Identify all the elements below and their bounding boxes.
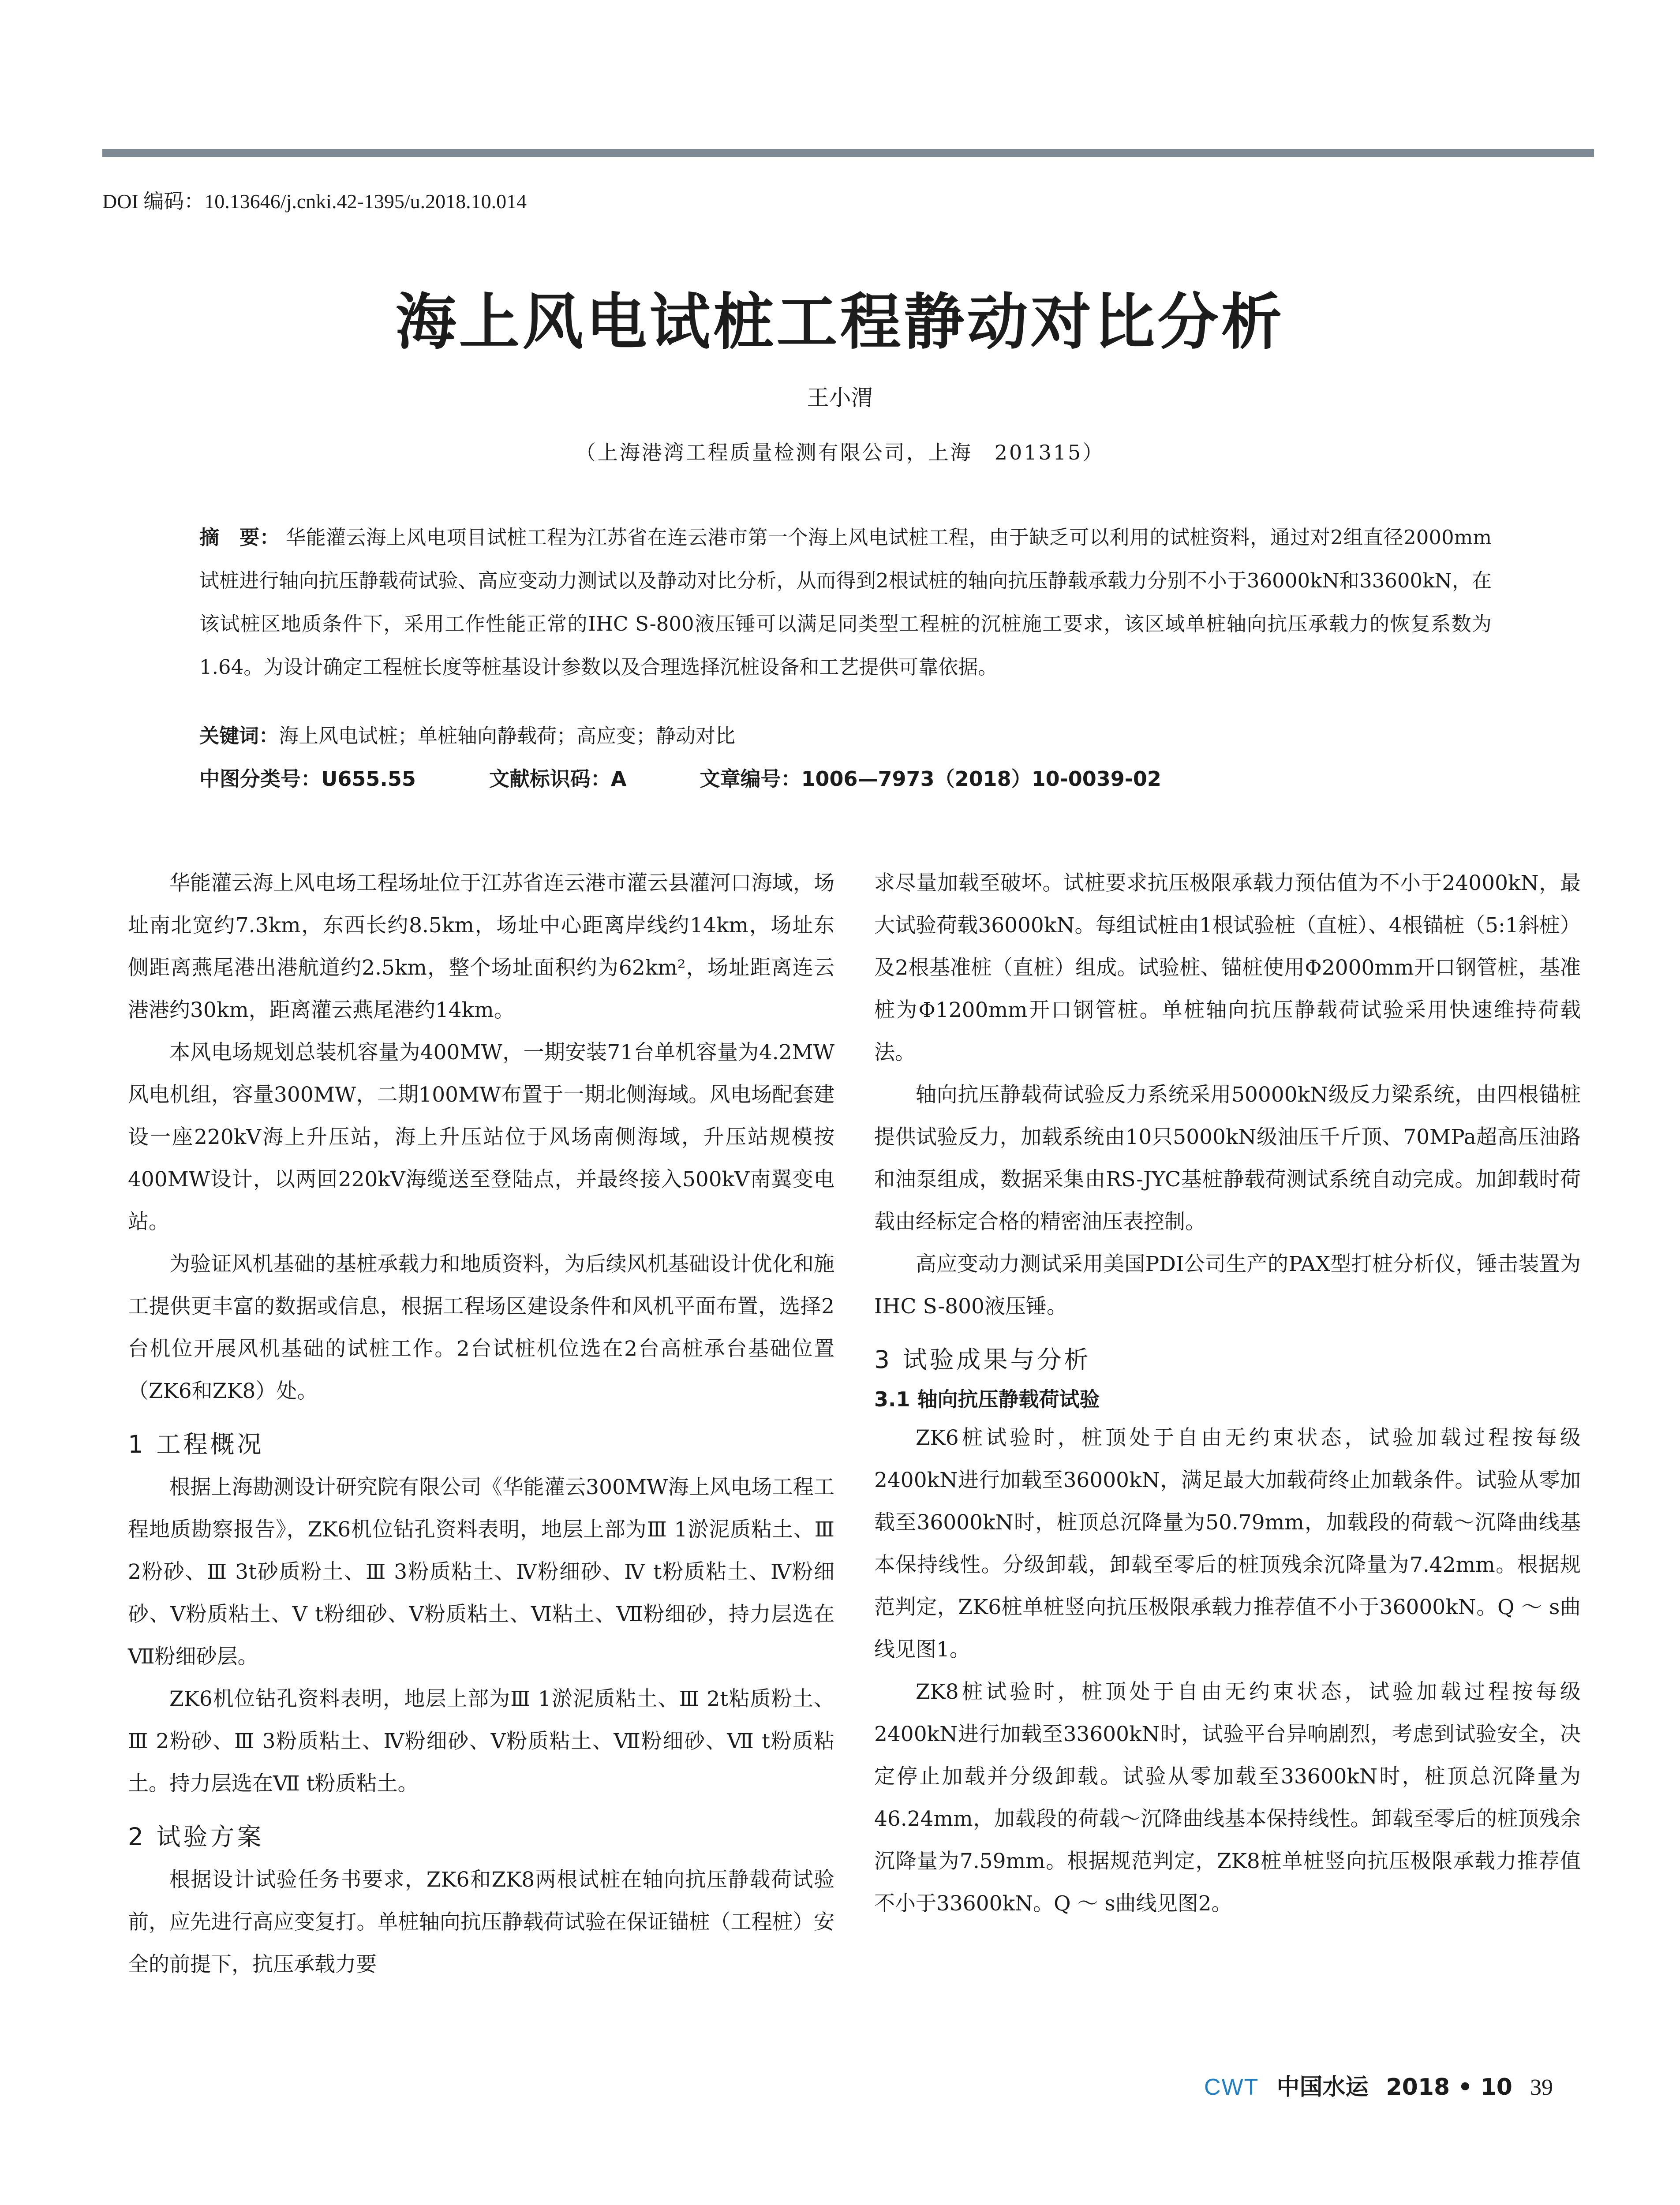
- doi-line: DOI 编码：10.13646/j.cnki.42-1395/u.2018.10.014: [102, 190, 527, 213]
- classification-row: [199, 763, 1227, 792]
- affiliation: （上海港湾工程质量检测有限公司，上海 201315）: [575, 441, 1105, 464]
- left-column: [128, 862, 834, 1986]
- abstract: [199, 516, 1492, 689]
- header-rule: [102, 149, 1594, 157]
- paragraph: 根据设计试验任务书要求，ZK6和ZK8两根试桩在轴向抗压静载荷试验前，应先进行高应变复打。单桩轴向抗压静载荷试验在保证锚桩（工程桩）安全的前提下，抗压承载力要: [128, 1868, 834, 1977]
- section-heading-1: 1 工程概况: [128, 1430, 264, 1458]
- journal-brand: CWT: [1204, 2074, 1259, 2100]
- article-number: 文章编号：1006—7973（2018）10-0039-02: [700, 767, 1161, 791]
- paragraph: 华能灌云海上风电场工程场址位于江苏省连云港市灌云县灌河口海域，场址南北宽约7.3km，东西长约8.5km，场址中心距离岸线约14km，场址东侧距离燕尾港出港航道约2.5km，整个场址面积约为62km²，场址距离连云港港约30km，距离灌云燕尾港约14km。: [128, 871, 834, 1022]
- page-number: 39: [1530, 2075, 1553, 2100]
- paragraph: 求尽量加载至破坏。试桩要求抗压极限承载力预估值为不小于24000kN，最大试验荷载36000kN。每组试桩由1根试验桩（直桩）、4根锚桩（5:1斜桩）及2根基准桩（直桩）组成。试验桩、锚桩使用Φ2000mm开口钢管桩，基准桩为Φ1200mm开口钢管桩。单桩轴向抗压静载荷试验采用快速维持荷载法。: [874, 871, 1581, 1065]
- paragraph: 根据上海勘测设计研究院有限公司《华能灌云300MW海上风电场工程工程地质勘察报告》，ZK6机位钻孔资料表明，地层上部为Ⅲ 1淤泥质粘土、Ⅲ 2粉砂、Ⅲ 3t砂质粉土、Ⅲ 3粉质粘土、Ⅳ粉细砂、Ⅳ t粉质粘土、Ⅳ粉细砂、Ⅴ粉质粘土、Ⅴ t粉细砂、Ⅴ粉质粘土、Ⅵ粘土、Ⅶ粉细砂，持力层选在Ⅶ粉细砂层。: [128, 1475, 834, 1669]
- paragraph: 轴向抗压静载荷试验反力系统采用50000kN级反力梁系统，由四根锚桩提供试验反力，加载系统由10只5000kN级油压千斤顶、70MPa超高压油路和油泵组成，数据采集由RS-JYC基桩静载荷测试系统自动完成。加卸载时荷载由经标定合格的精密油压表控制。: [874, 1083, 1581, 1234]
- right-column: [874, 862, 1581, 1925]
- paragraph: 为验证风机基础的基桩承载力和地质资料，为后续风机基础设计优化和施工提供更丰富的数据或信息，根据工程场区建设条件和风机平面布置，选择2台机位开展风机基础的试桩工作。2台试桩机位选在2台高桩承台基础位置（ZK6和ZK8）处。: [128, 1252, 834, 1403]
- section-heading-3: 3 试验成果与分析: [874, 1345, 1091, 1374]
- keywords-label: 关键词：: [199, 724, 279, 747]
- paper-title: 海上风电试桩工程静动对比分析: [395, 286, 1285, 358]
- journal-name: 中国水运: [1276, 2074, 1369, 2100]
- abstract-text: 华能灌云海上风电项目试桩工程为江苏省在连云港市第一个海上风电试桩工程，由于缺乏可以利用的试桩资料，通过对2组直径2000mm试桩进行轴向抗压静载荷试验、高应变动力测试以及静动对比分析，从而得到2根试桩的轴向抗压静载承载力分别不小于36000kN和33600kN，在该试桩区地质条件下，采用工作性能正常的IHC S-800液压锤可以满足同类型工程桩的沉桩施工要求，该区域单桩轴向抗压承载力的恢复系数为1.64。为设计确定工程桩长度等桩基设计参数以及合理选择沉桩设备和工艺提供可靠依据。: [199, 526, 1492, 679]
- paragraph: 高应变动力测试采用美国PDI公司生产的PAX型打桩分析仪，锤击装置为IHC S-800液压锤。: [874, 1252, 1581, 1319]
- clc-number: 中图分类号：U655.55: [199, 767, 416, 791]
- issue-number: 2018 • 10: [1386, 2074, 1512, 2100]
- keywords-text: 海上风电试桩；单桩轴向静载荷；高应变；静动对比: [279, 724, 736, 747]
- author: 王小渭: [807, 385, 873, 411]
- abstract-label: 摘 要：: [199, 526, 280, 549]
- section-heading-2: 2 试验方案: [128, 1823, 264, 1851]
- subsection-heading-3-1: 3.1 轴向抗压静载荷试验: [874, 1387, 1100, 1411]
- document-code: 文献标识码：A: [489, 767, 627, 791]
- paragraph: ZK8桩试验时，桩顶处于自由无约束状态，试验加载过程按每级2400kN进行加载至33600kN时，试验平台异响剧烈，考虑到试验安全，决定停止加载并分级卸载。试验从零加载至33600kN时，桩顶总沉降量为46.24mm，加载段的荷载～沉降曲线基本保持线性。卸载至零后的桩顶残余沉降量为7.59mm。根据规范判定，ZK8桩单桩竖向抗压极限承载力推荐值不小于33600kN。Q ～ s曲线见图2。: [874, 1680, 1581, 1916]
- paragraph: ZK6机位钻孔资料表明，地层上部为Ⅲ 1淤泥质粘土、Ⅲ 2t粘质粉土、Ⅲ 2粉砂、Ⅲ 3粉质粘土、Ⅳ粉细砂、Ⅴ粉质粘土、Ⅶ粉细砂、Ⅶ t粉质粘土。持力层选在Ⅶ t粉质粘土。: [128, 1687, 834, 1796]
- page-footer: [1204, 2068, 1553, 2101]
- paragraph: ZK6桩试验时，桩顶处于自由无约束状态，试验加载过程按每级2400kN进行加载至36000kN，满足最大加载荷终止加载条件。试验从零加载至36000kN时，桩顶总沉降量为50.79mm，加载段的荷载～沉降曲线基本保持线性。分级卸载，卸载至零后的桩顶残余沉降量为7.42mm。根据规范判定，ZK6桩单桩竖向抗压极限承载力推荐值不小于36000kN。Q ～ s曲线见图1。: [874, 1426, 1581, 1662]
- keywords: [199, 720, 735, 748]
- paragraph: 本风电场规划总装机容量为400MW，一期安装71台单机容量为4.2MW风电机组，容量300MW，二期100MW布置于一期北侧海域。风电场配套建设一座220kV海上升压站，海上升压站位于风场南侧海域，升压站规模按400MW设计，以两回220kV海缆送至登陆点，并最终接入500kV南翼变电站。: [128, 1040, 834, 1234]
